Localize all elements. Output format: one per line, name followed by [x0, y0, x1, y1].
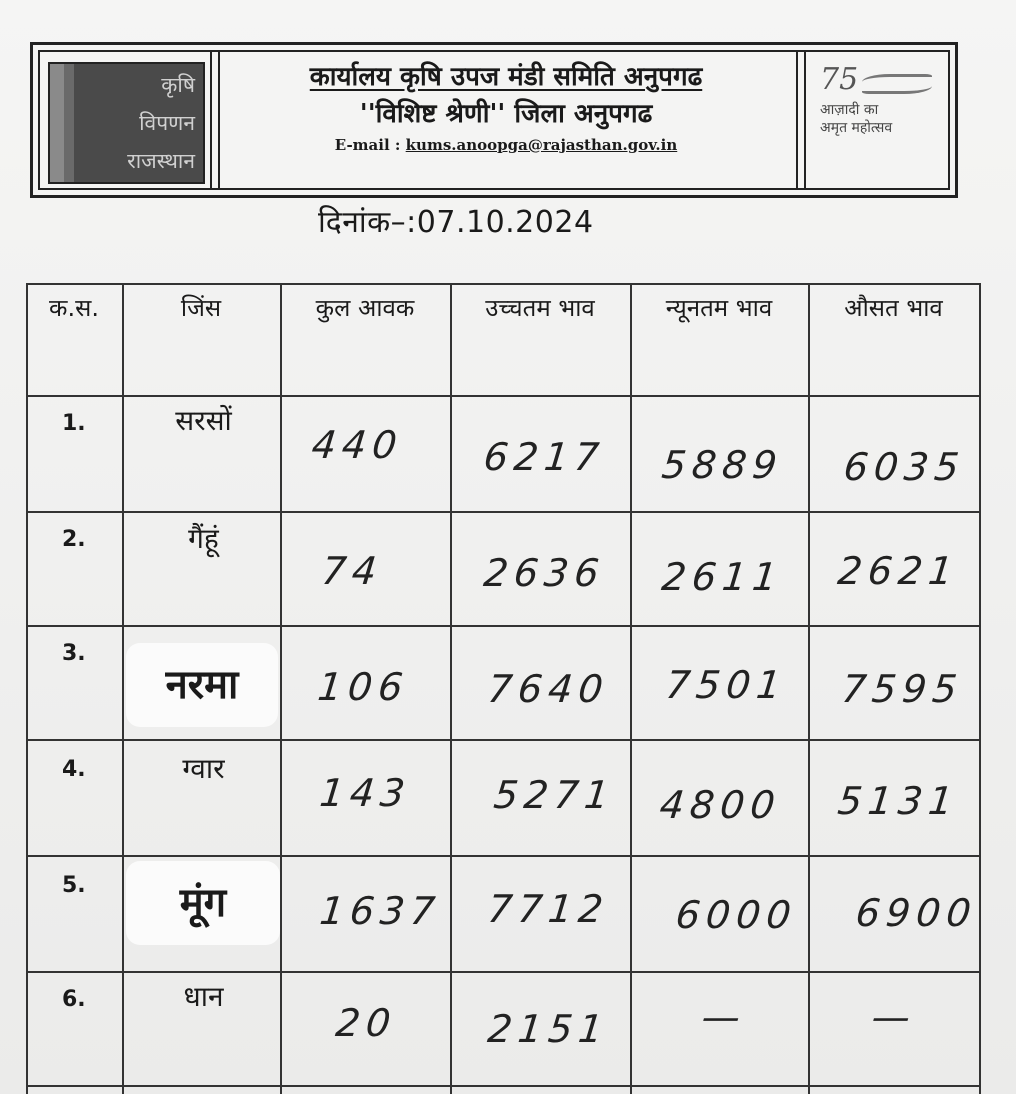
- row-5-max: 7712: [485, 887, 612, 931]
- row-3-min: 7501: [663, 663, 790, 707]
- office-subtitle: ''विशिष्ट श्रेणी'' जिला अनुपगढ: [359, 99, 653, 129]
- header-avg-price: औसत भाव: [844, 294, 943, 322]
- row-1-min: 5889: [659, 443, 786, 487]
- row-2-commodity: गैंहूं: [188, 522, 219, 555]
- logo-text-1: आज़ादी का: [820, 102, 879, 118]
- row-2-max: 2636: [481, 551, 608, 595]
- row-1-commodity: सरसों: [175, 404, 232, 437]
- row-4-serial: 4.: [62, 757, 86, 782]
- office-email: [216, 136, 796, 154]
- row-5-commodity: मूंग: [126, 861, 280, 945]
- row-4-avg: 5131: [835, 779, 962, 823]
- row-6-min: —: [699, 995, 743, 1039]
- row-4-commodity: ग्वार: [182, 752, 225, 785]
- letterhead: [30, 42, 958, 198]
- row-6-max: 2151: [485, 1007, 612, 1051]
- row-2-serial: 2.: [62, 527, 86, 552]
- row-1-serial: 1.: [62, 411, 86, 436]
- krishi-vipanan-logo: [48, 62, 205, 184]
- row-2-min: 2611: [659, 555, 786, 599]
- row-2-avg: 2621: [835, 549, 962, 593]
- azadi-amrit-mahotsav-logo: [810, 60, 950, 170]
- date-line: दिनांक–:07.10.2024: [318, 205, 594, 240]
- row-4-arrival: 143: [317, 771, 413, 815]
- header-commodity: जिंस: [180, 294, 222, 322]
- row-6-commodity: धान: [183, 980, 224, 1013]
- header-divider-right: [796, 52, 806, 188]
- header-min-price: न्यूनतम भाव: [665, 294, 773, 322]
- header-arrival: कुल आवक: [315, 294, 415, 322]
- row-3-commodity: नरमा: [126, 643, 278, 727]
- email-link[interactable]: kums.anoopga@rajasthan.gov.in: [405, 136, 678, 154]
- row-3-avg: 7595: [839, 667, 966, 711]
- row-2-arrival: 74: [319, 549, 385, 593]
- row-4-min: 4800: [657, 783, 784, 827]
- logo-line-3: राजस्थान: [127, 149, 195, 173]
- row-5-arrival: 1637: [317, 889, 444, 933]
- row-1-avg: 6035: [841, 445, 968, 489]
- row-5-serial: 5.: [62, 873, 86, 898]
- office-block: [216, 60, 796, 154]
- row-6-serial: 6.: [62, 987, 86, 1012]
- row-3-arrival: 106: [315, 665, 411, 709]
- letterhead-inner-frame: [38, 50, 950, 190]
- row-5-min: 6000: [673, 893, 800, 937]
- flag-wave-icon: [862, 74, 932, 94]
- price-table: [26, 283, 981, 1094]
- email-label: E-mail :: [334, 136, 401, 154]
- row-5-avg: 6900: [853, 891, 980, 935]
- row-4-max: 5271: [491, 773, 618, 817]
- row-1-max: 6217: [481, 435, 608, 479]
- logo-line-2: विपणन: [139, 111, 195, 135]
- row-3-serial: 3.: [62, 641, 86, 666]
- row-6-arrival: 20: [333, 1001, 399, 1045]
- logo-line-1: कृषि: [161, 73, 195, 97]
- row-1-arrival: 440: [309, 423, 405, 467]
- row-3-max: 7640: [485, 667, 612, 711]
- header-max-price: उच्चतम भाव: [485, 294, 595, 322]
- header-serial: क.स.: [49, 294, 99, 322]
- row-6-avg: —: [869, 995, 913, 1039]
- office-title: कार्यालय कृषि उपज मंडी समिति अनुपगढ: [309, 62, 703, 92]
- logo-number: 75: [820, 62, 859, 97]
- logo-text-2: अमृत महोत्सव: [820, 120, 893, 136]
